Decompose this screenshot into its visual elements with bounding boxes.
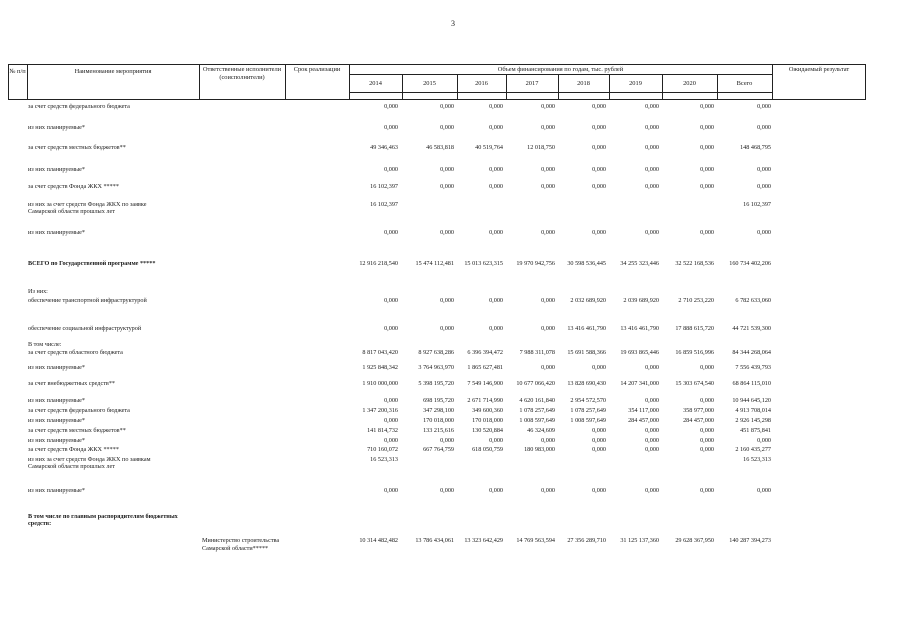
row-label: В том числе по главным распорядителям бюджетных средств: [28, 513, 178, 528]
row-year-value: 0,000 [645, 229, 659, 236]
row-label: В том числе: [28, 341, 62, 348]
row-year-value: 4 620 161,840 [519, 397, 555, 404]
header-year: 2020 [683, 80, 696, 87]
row-year-value: 10 677 066,420 [516, 380, 555, 387]
row-label: за счет средств областного бюджета [28, 349, 123, 356]
header-year: 2019 [629, 80, 642, 87]
row-year-value: 1 008 597,649 [570, 417, 606, 424]
row-year-value: 49 346,463 [370, 144, 398, 151]
row-year-value: 0,000 [592, 229, 606, 236]
header-year: 2018 [577, 80, 590, 87]
header-funding: Объем финансирования по годам, тыс. рублей [497, 66, 624, 73]
row-year-value: 7 988 311,078 [519, 349, 555, 356]
row-year-value: 354 117,000 [628, 407, 659, 414]
row-total-value: 0,000 [757, 437, 771, 444]
row-year-value: 141 814,732 [367, 427, 398, 434]
row-year-value: 0,000 [700, 446, 714, 453]
row-year-value: 34 255 323,446 [620, 260, 659, 267]
row-year-value: 347 298,100 [423, 407, 454, 414]
row-year-value: 15 013 623,315 [464, 260, 503, 267]
org-name: Министерство строительства Самарской области***** [202, 537, 280, 552]
header-year: 2017 [525, 80, 539, 87]
row-year-value: 19 970 942,756 [516, 260, 555, 267]
row-year-value: 180 983,000 [524, 446, 555, 453]
row-year-value: 0,000 [541, 229, 555, 236]
row-year-value: 0,000 [489, 325, 503, 332]
row-year-value: 1 078 257,649 [570, 407, 606, 414]
row-year-value: 0,000 [384, 103, 398, 110]
row-year-value: 0,000 [700, 229, 714, 236]
row-year-value: 0,000 [592, 183, 606, 190]
row-year-value: 27 356 289,710 [567, 537, 606, 544]
row-year-value: 0,000 [645, 446, 659, 453]
row-total-value: 4 913 708,014 [735, 407, 771, 414]
row-year-value: 0,000 [592, 437, 606, 444]
row-total-value: 16 523,313 [743, 456, 771, 463]
row-year-value: 0,000 [384, 166, 398, 173]
row-label: из них планируемые* [28, 437, 86, 444]
row-year-value: 2 039 689,920 [623, 297, 659, 304]
row-year-value: 0,000 [541, 166, 555, 173]
row-label: обеспечение социальной инфраструктурой [28, 325, 142, 332]
row-year-value: 0,000 [489, 166, 503, 173]
row-year-value: 0,000 [541, 103, 555, 110]
row-year-value: 0,000 [645, 103, 659, 110]
row-year-value: 0,000 [592, 427, 606, 434]
row-year-value: 0,000 [541, 297, 555, 304]
row-year-value: 0,000 [384, 297, 398, 304]
row-year-value: 698 195,720 [423, 397, 454, 404]
row-year-value: 667 764,759 [423, 446, 454, 453]
row-year-value: 0,000 [700, 427, 714, 434]
row-year-value: 1 008 597,649 [519, 417, 555, 424]
row-total-value: 140 287 394,273 [729, 537, 771, 544]
row-year-value: 0,000 [384, 487, 398, 494]
row-label: за счет внебюджетных средств** [28, 380, 116, 387]
row-year-value: 0,000 [592, 446, 606, 453]
row-year-value: 0,000 [700, 166, 714, 173]
row-total-value: 44 721 539,300 [732, 325, 771, 332]
row-year-value: 170 018,000 [423, 417, 454, 424]
row-total-value: 10 944 645,120 [732, 397, 771, 404]
row-year-value: 30 598 536,445 [567, 260, 606, 267]
row-year-value: 1 865 627,481 [467, 364, 503, 371]
row-label: из них планируемые* [28, 417, 86, 424]
row-year-value: 0,000 [700, 124, 714, 131]
row-year-value: 1 347 200,316 [362, 407, 398, 414]
row-year-value: 14 769 563,594 [516, 537, 555, 544]
row-year-value: 8 817 043,420 [362, 349, 398, 356]
row-year-value: 12 018,750 [527, 144, 555, 151]
row-year-value: 1 910 000,000 [362, 380, 398, 387]
row-year-value: 0,000 [384, 124, 398, 131]
row-year-value: 7 549 146,900 [467, 380, 503, 387]
row-year-value: 0,000 [384, 325, 398, 332]
row-total-value: 68 864 115,010 [732, 380, 771, 387]
row-year-value: 12 916 218,540 [359, 260, 398, 267]
row-year-value: 2 954 572,570 [570, 397, 606, 404]
row-label: из них планируемые* [28, 397, 86, 404]
header-term: Срок реализации [293, 66, 341, 73]
row-year-value: 0,000 [384, 417, 398, 424]
row-label: за счет средств федерального бюджета [28, 103, 130, 110]
row-year-value: 6 396 394,472 [467, 349, 503, 356]
row-year-value: 15 303 674,540 [675, 380, 714, 387]
row-year-value: 0,000 [592, 487, 606, 494]
row-year-value: 284 457,000 [683, 417, 714, 424]
row-year-value: 0,000 [645, 487, 659, 494]
row-year-value: 0,000 [592, 144, 606, 151]
row-year-value: 15 474 112,481 [415, 260, 454, 267]
row-year-value: 0,000 [489, 297, 503, 304]
row-year-value: 0,000 [592, 103, 606, 110]
row-label: за счет средств федерального бюджета [28, 407, 130, 414]
row-year-value: 0,000 [440, 183, 454, 190]
row-year-value: 13 416 461,790 [620, 325, 659, 332]
row-year-value: 0,000 [700, 397, 714, 404]
row-total-value: 16 102,397 [743, 201, 771, 208]
row-total-value: 0,000 [757, 166, 771, 173]
row-year-value: 0,000 [592, 124, 606, 131]
row-total-value: 84 344 268,064 [732, 349, 771, 356]
row-label: из них планируемые* [28, 364, 86, 371]
row-year-value: 0,000 [645, 397, 659, 404]
row-total-value: 0,000 [757, 103, 771, 110]
row-year-value: 0,000 [489, 124, 503, 131]
row-year-value: 0,000 [700, 487, 714, 494]
row-year-value: 0,000 [440, 229, 454, 236]
row-year-value: 17 888 615,720 [675, 325, 714, 332]
row-year-value: 0,000 [645, 183, 659, 190]
row-year-value: 0,000 [700, 144, 714, 151]
row-total-value: 2 160 435,277 [735, 446, 771, 453]
row-year-value: 2 710 253,220 [678, 297, 714, 304]
row-year-value: 31 125 137,360 [620, 537, 659, 544]
row-year-value: 0,000 [489, 487, 503, 494]
row-year-value: 0,000 [700, 364, 714, 371]
row-year-value: 0,000 [489, 437, 503, 444]
row-total-value: 0,000 [757, 183, 771, 190]
row-year-value: 0,000 [541, 437, 555, 444]
row-year-value: 358 977,000 [683, 407, 714, 414]
row-year-value: 0,000 [440, 166, 454, 173]
row-label: ВСЕГО по Государственной программе ***** [28, 260, 156, 267]
header-name: Наименование мероприятия [74, 68, 152, 75]
row-year-value: 13 786 434,061 [415, 537, 454, 544]
row-year-value: 0,000 [592, 166, 606, 173]
row-year-value: 0,000 [384, 437, 398, 444]
row-year-value: 710 160,072 [367, 446, 398, 453]
row-year-value: 40 519,764 [475, 144, 503, 151]
row-year-value: 0,000 [700, 103, 714, 110]
row-label: за счет средств местных бюджетов** [28, 144, 126, 151]
row-year-value: 16 523,313 [370, 456, 398, 463]
row-year-value: 13 416 461,790 [567, 325, 606, 332]
row-year-value: 0,000 [541, 487, 555, 494]
row-label: из них за счет средств Фонда ЖКХ по заявке Самарской области прошлых лет [28, 201, 147, 216]
row-total-value: 0,000 [757, 229, 771, 236]
row-year-value: 13 323 642,429 [464, 537, 503, 544]
row-year-value: 0,000 [541, 325, 555, 332]
row-year-value: 15 691 588,366 [567, 349, 606, 356]
row-year-value: 133 215,616 [423, 427, 454, 434]
row-year-value: 16 859 516,996 [675, 349, 714, 356]
row-year-value: 0,000 [645, 364, 659, 371]
row-year-value: 0,000 [645, 437, 659, 444]
row-label: за счет средств местных бюджетов** [28, 427, 126, 434]
header-num: № п/п [9, 68, 26, 75]
row-year-value: 32 522 168,536 [675, 260, 714, 267]
header-year: 2015 [423, 80, 436, 87]
row-year-value: 13 828 690,430 [567, 380, 606, 387]
page-number-mark: 3 [451, 19, 455, 28]
row-year-value: 130 520,884 [472, 427, 503, 434]
row-total-value: 7 556 439,793 [735, 364, 771, 371]
header-year: 2014 [369, 80, 382, 87]
row-year-value: 29 628 367,950 [675, 537, 714, 544]
row-year-value: 349 600,360 [472, 407, 503, 414]
row-label: за счет средств Фонда ЖКХ ***** [28, 183, 119, 190]
row-year-value: 0,000 [592, 364, 606, 371]
header-year: 2016 [475, 80, 488, 87]
row-label: за счет средств Фонда ЖКХ ***** [28, 446, 119, 453]
row-year-value: 0,000 [541, 364, 555, 371]
row-year-value: 0,000 [645, 427, 659, 434]
row-year-value: 0,000 [700, 437, 714, 444]
row-year-value: 2 032 689,920 [570, 297, 606, 304]
row-total-value: 160 734 402,206 [729, 260, 771, 267]
row-year-value: 284 457,000 [628, 417, 659, 424]
row-year-value: 14 207 341,000 [620, 380, 659, 387]
row-year-value: 0,000 [440, 325, 454, 332]
header-result: Ожидаемый результат [788, 66, 850, 73]
row-year-value: 1 078 257,649 [519, 407, 555, 414]
row-year-value: 3 764 963,970 [418, 364, 454, 371]
row-year-value: 0,000 [440, 103, 454, 110]
row-year-value: 0,000 [645, 144, 659, 151]
row-year-value: 0,000 [541, 124, 555, 131]
row-year-value: 0,000 [440, 437, 454, 444]
row-year-value: 0,000 [541, 183, 555, 190]
row-year-value: 0,000 [700, 183, 714, 190]
row-year-value: 19 693 865,446 [620, 349, 659, 356]
row-year-value: 16 102,397 [370, 201, 398, 208]
row-year-value: 0,000 [384, 397, 398, 404]
row-year-value: 618 050,759 [472, 446, 503, 453]
row-label: Из них: [28, 288, 48, 295]
row-label: из них планируемые* [28, 166, 86, 173]
row-year-value: 170 018,000 [472, 417, 503, 424]
row-label: из них планируемые* [28, 229, 86, 236]
row-year-value: 0,000 [440, 297, 454, 304]
header-year-total: Всего [736, 80, 753, 87]
row-year-value: 46 583,818 [426, 144, 454, 151]
header-responsible: Ответственные исполнители (соисполнители) [202, 66, 282, 81]
row-total-value: 6 782 633,060 [735, 297, 771, 304]
row-label: из них за счет средств Фонда ЖКХ по заявкам Самарской области прошлых лет [28, 456, 151, 471]
row-total-value: 451 875,841 [740, 427, 771, 434]
row-year-value: 0,000 [489, 103, 503, 110]
row-total-value: 0,000 [757, 124, 771, 131]
row-year-value: 0,000 [440, 487, 454, 494]
row-total-value: 2 926 145,298 [735, 417, 771, 424]
row-total-value: 148 468,795 [740, 144, 771, 151]
row-label: обеспечение транспортной инфраструктурой [28, 297, 147, 304]
row-label: из них планируемые* [28, 487, 86, 494]
row-year-value: 0,000 [645, 124, 659, 131]
row-year-value: 0,000 [489, 183, 503, 190]
row-year-value: 0,000 [645, 166, 659, 173]
row-year-value: 10 314 482,482 [359, 537, 398, 544]
row-year-value: 16 102,397 [370, 183, 398, 190]
row-year-value: 8 927 638,286 [418, 349, 454, 356]
row-year-value: 2 671 714,990 [467, 397, 503, 404]
row-year-value: 46 324,609 [527, 427, 555, 434]
row-label: из них планируемые* [28, 124, 86, 131]
row-year-value: 0,000 [440, 124, 454, 131]
row-year-value: 0,000 [384, 229, 398, 236]
row-year-value: 5 398 195,720 [418, 380, 454, 387]
row-year-value: 0,000 [489, 229, 503, 236]
row-year-value: 1 925 848,342 [362, 364, 398, 371]
row-total-value: 0,000 [757, 487, 771, 494]
